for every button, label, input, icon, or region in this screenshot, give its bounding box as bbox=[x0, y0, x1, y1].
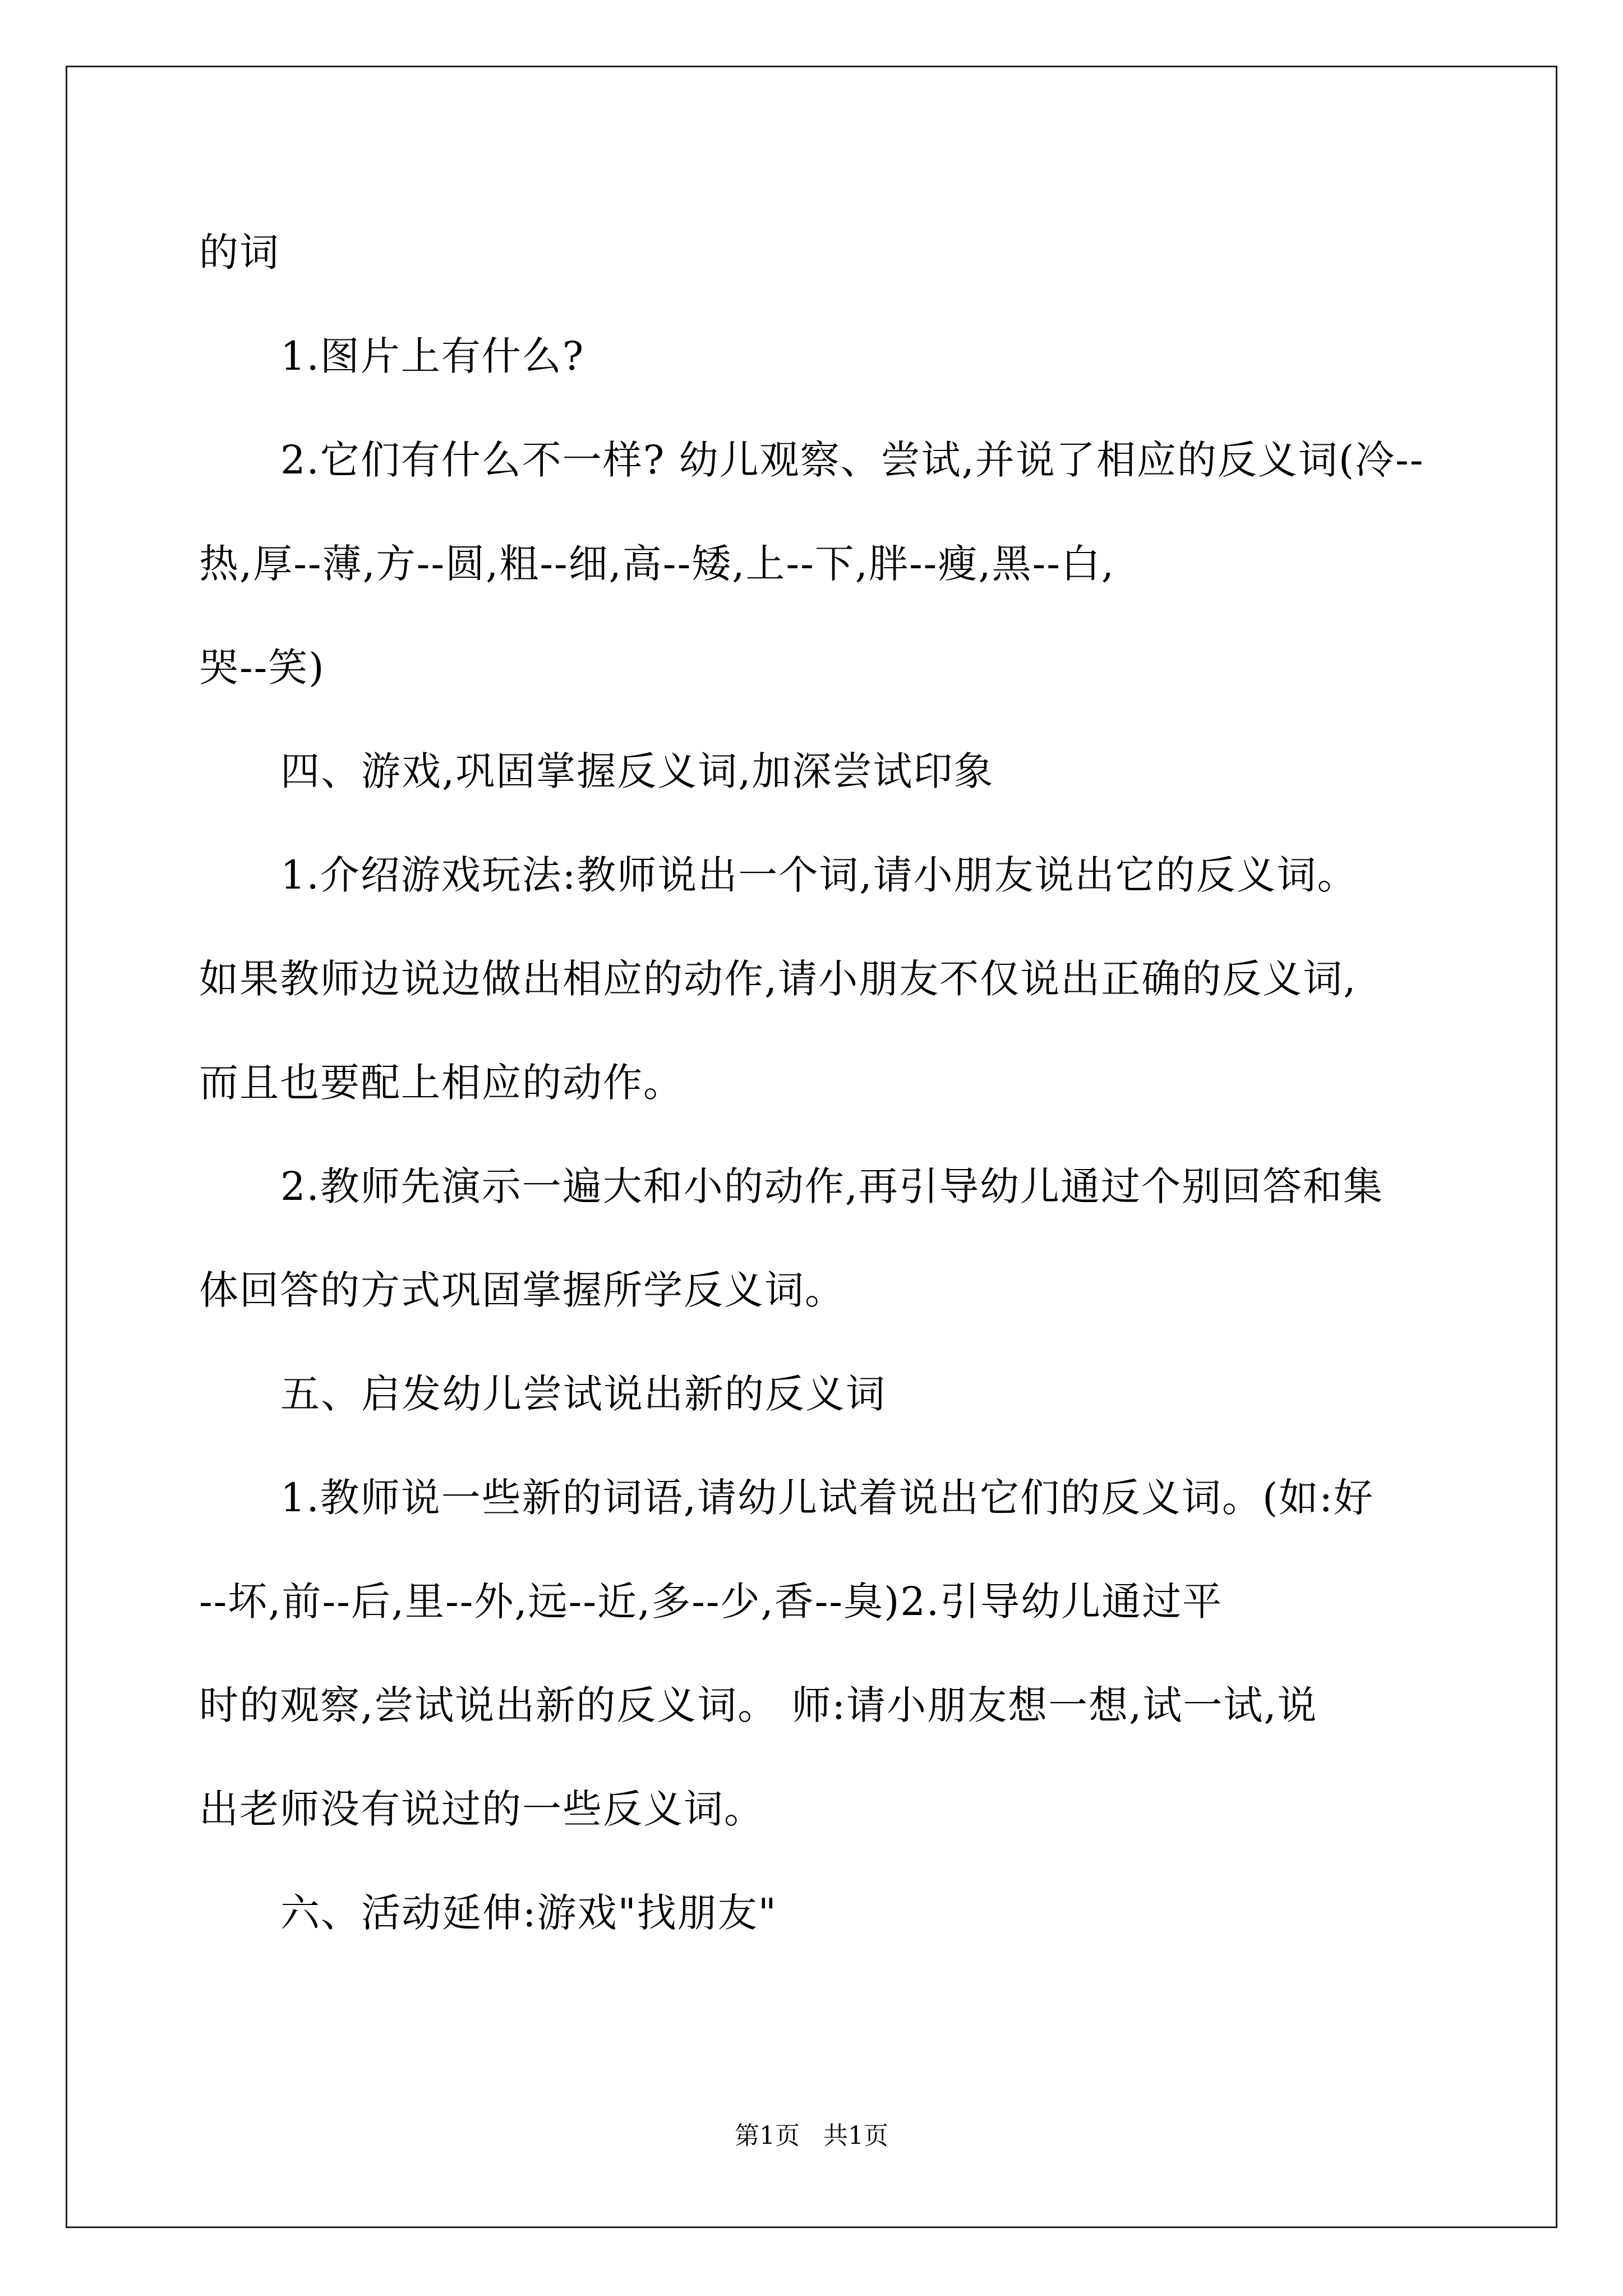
text-line: 1.介绍游戏玩法:教师说出一个词,请小朋友说出它的反义词。 bbox=[280, 852, 1358, 898]
page-footer: 第1页 共1页 bbox=[735, 2122, 888, 2150]
text-line: 热,厚--薄,方--圆,粗--细,高--矮,上--下,胖--瘦,黑--白, bbox=[199, 541, 1115, 587]
text-line: 的词 bbox=[199, 229, 280, 275]
text-line: 2.它们有什么不一样? 幼儿观察、尝试,并说了相应的反义词(冷-- bbox=[280, 437, 1424, 483]
text-line: 出老师没有说过的一些反义词。 bbox=[199, 1786, 764, 1832]
text-line: 体回答的方式巩固掌握所学反义词。 bbox=[199, 1267, 845, 1313]
text-line: 1.图片上有什么? bbox=[280, 333, 585, 379]
text-line: --坏,前--后,里--外,远--近,多--少,香--臭)2.引导幼儿通过平 bbox=[199, 1579, 1223, 1625]
text-line: 如果教师边说边做出相应的动作,请小朋友不仅说出正确的反义词, bbox=[199, 956, 1357, 1002]
text-line: 而且也要配上相应的动作。 bbox=[199, 1060, 684, 1106]
text-line: 2.教师先演示一遍大和小的动作,再引导幼儿通过个别回答和集 bbox=[280, 1163, 1384, 1209]
section-heading: 六、活动延伸:游戏"找朋友" bbox=[280, 1890, 777, 1936]
section-heading: 四、游戏,巩固掌握反义词,加深尝试印象 bbox=[280, 748, 994, 794]
text-line: 时的观察,尝试说出新的反义词。 师:请小朋友想一想,试一试,说 bbox=[199, 1682, 1318, 1728]
text-line: 哭--笑) bbox=[199, 645, 325, 691]
text-line: 1.教师说一些新的词语,请幼儿试着说出它们的反义词。(如:好 bbox=[280, 1475, 1374, 1521]
section-heading: 五、启发幼儿尝试说出新的反义词 bbox=[280, 1371, 886, 1417]
